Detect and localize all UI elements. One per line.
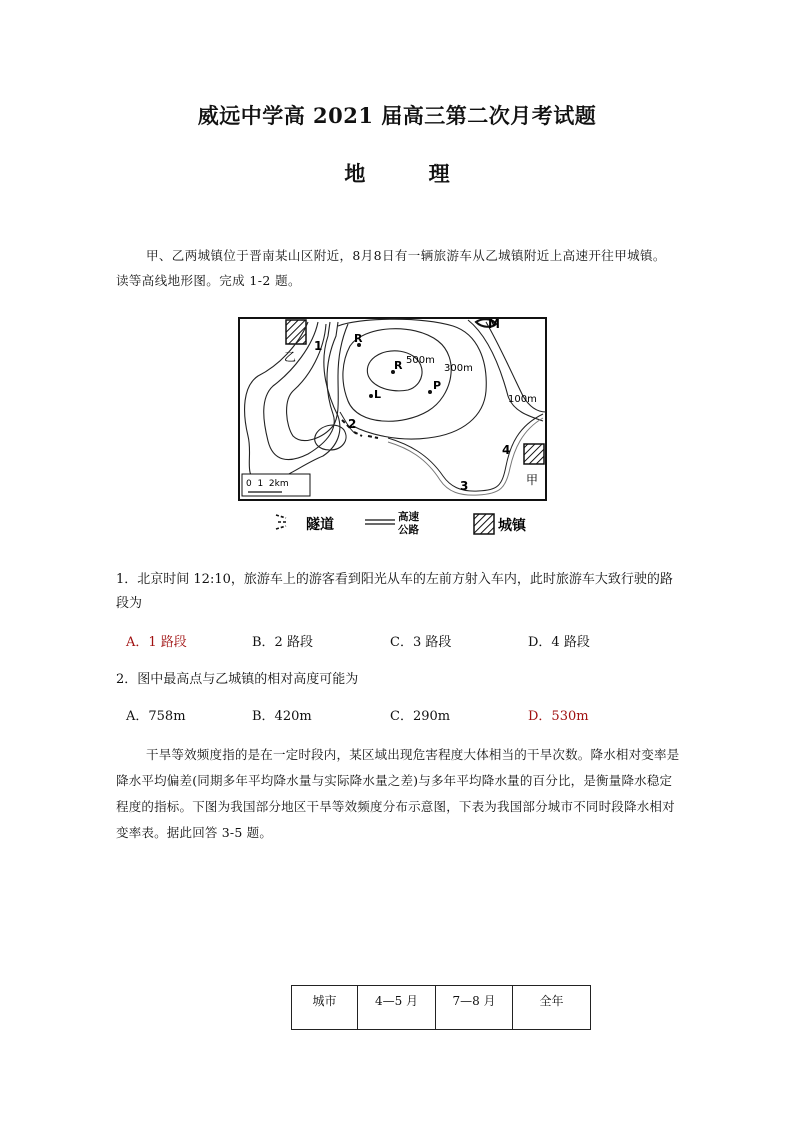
contour-300-label: 300m: [444, 363, 473, 374]
table-header-cell: 城市: [292, 986, 358, 1030]
point-r1-label: R: [354, 332, 363, 345]
contour-line: [245, 322, 340, 482]
town-jia-symbol: [524, 444, 544, 464]
table-header-row: [292, 986, 591, 1030]
option-b[interactable]: B．420m: [252, 709, 312, 724]
option-b[interactable]: B．2 路段: [252, 635, 313, 650]
point-l-label: L: [374, 388, 382, 401]
segment-4-label: 4: [502, 443, 511, 457]
table-header-cell: 全年: [513, 986, 591, 1030]
passage-paragraph: 干旱等效频度指的是在一定时段内，某区域出现危害程度大体相当的干旱次数。降水相对变率是降水平均偏差(同期多年平均降水量与实际降水量之差)与多年平均降水量的百分比，是衡量降水稳定程度的指标。下图为我国部分地区干旱等效频度分布示意图，下表为我国部分城市不同时段降水相对变率表。据此回答 3-5 题。: [116, 747, 680, 840]
point-marker: [428, 390, 432, 394]
page-title: 威远中学高 2021 届高三第二次月考试题: [197, 103, 597, 128]
contour-line: [468, 320, 543, 421]
scale-label: 0 1 2km: [246, 479, 289, 489]
option-a[interactable]: A．1 路段: [126, 635, 187, 650]
legend-highway-line1: 高速: [398, 511, 419, 523]
question-1-options: [126, 631, 646, 653]
question-1-stem: 1．北京时间 12:10，旅游车上的游客看到阳光从车的左前方射入车内，此时旅游车大致行驶的路段为: [116, 572, 673, 611]
point-r2-label: R: [394, 359, 403, 372]
question-2-stem: 2．图中最高点与乙城镇的相对高度可能为: [116, 672, 359, 687]
tunnel-legend-icon: [276, 515, 288, 529]
option-a[interactable]: A．758m: [126, 709, 186, 724]
map-frame: [239, 318, 546, 500]
legend-highway-line2: 公路: [398, 524, 419, 536]
option-c[interactable]: C．3 路段: [390, 635, 452, 650]
segment-3-label: 3: [460, 479, 469, 493]
intro-paragraph: 甲、乙两城镇位于晋南某山区附近，8月8日有一辆旅游车从乙城镇附近上高速开往甲城镇。读等高线地形图。完成 1-2 题。: [116, 248, 666, 288]
point-marker: [369, 394, 373, 398]
precipitation-table: [291, 985, 591, 1030]
legend-tunnel-label: 隧道: [306, 517, 334, 533]
contour-map-figure: [238, 316, 550, 542]
subject-title: 地 理: [344, 161, 478, 186]
contour-100-label: 100m: [508, 394, 537, 405]
contour-map: [238, 316, 550, 542]
segment-1-label: 1: [314, 339, 323, 353]
option-d[interactable]: D．530m: [528, 709, 589, 724]
point-m-label: M: [488, 317, 500, 331]
question-2-options: [126, 705, 646, 727]
point-p-label: P: [433, 379, 442, 392]
segment-2-label: 2: [348, 417, 357, 431]
table-header-cell: 7—8 月: [436, 986, 513, 1030]
table-header-cell: 4—5 月: [358, 986, 436, 1030]
option-c[interactable]: C．290m: [390, 709, 451, 724]
town-jia-label: 甲: [526, 473, 539, 487]
contour-500-label: 500m: [406, 355, 435, 366]
town-legend-icon: [474, 514, 494, 534]
legend-town-label: 城镇: [498, 518, 526, 534]
town-yi-label: 乙: [284, 350, 297, 364]
option-d[interactable]: D．4 路段: [528, 635, 590, 650]
